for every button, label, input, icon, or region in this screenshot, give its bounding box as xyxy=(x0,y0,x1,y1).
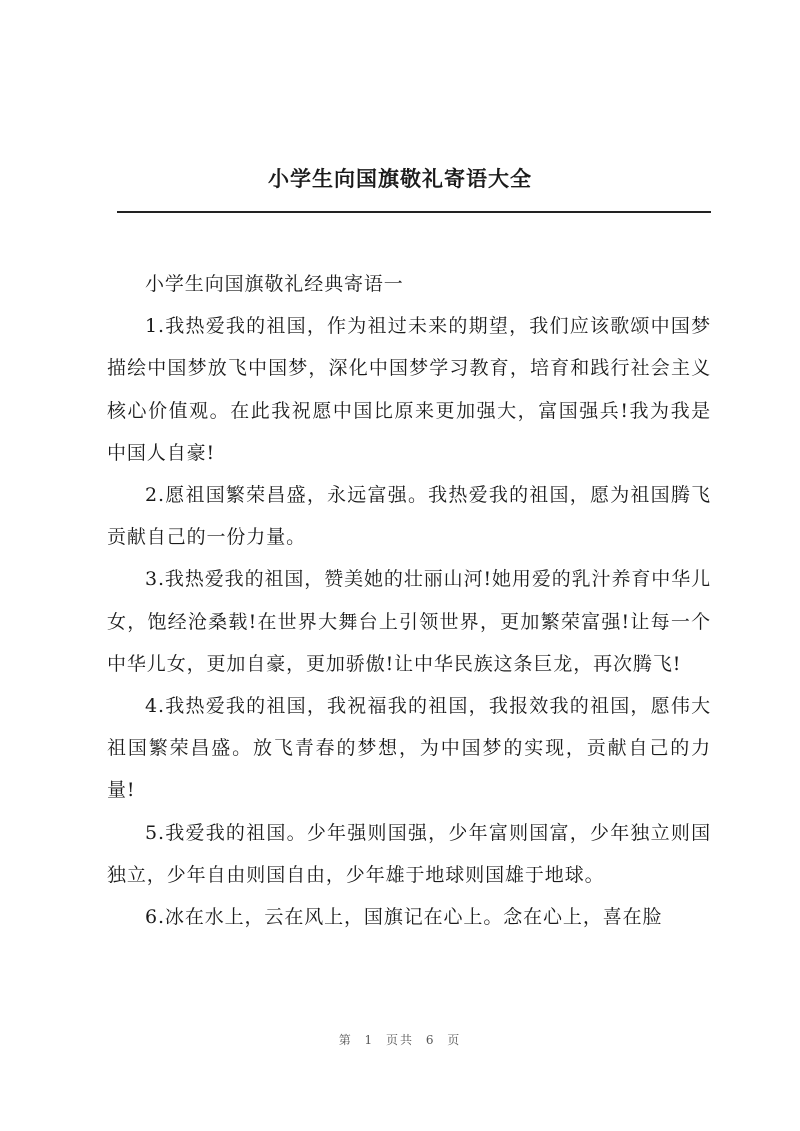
paragraph-3: 3.我热爱我的祖国，赞美她的壮丽山河!她用爱的乳汁养育中华儿女，饱经沧桑载!在世界大舞台上引领世界，更加繁荣富强!让每一个中华儿女，更加自豪，更加骄傲!让中华民族这条巨龙，再次腾飞! xyxy=(107,568,711,675)
document-title: 小学生向国旗敬礼寄语大全 xyxy=(268,166,532,191)
paragraph-6: 6.冰在水上，云在风上，国旗记在心上。念在心上，喜在脸 xyxy=(145,906,663,929)
title-divider xyxy=(117,211,711,213)
page-number-footer: 第 1 页共 6 页 xyxy=(338,1033,462,1047)
paragraph-4: 4.我热爱我的祖国，我祝福我的祖国，我报效我的祖国，愿伟大祖国繁荣昌盛。放飞青春的梦想，为中国梦的实现，贡献自己的力量! xyxy=(107,695,711,802)
paragraph-1: 1.我热爱我的祖国，作为祖过未来的期望，我们应该歌颂中国梦描绘中国梦放飞中国梦，深化中国梦学习教育，培育和践行社会主义核心价值观。在此我祝愿中国比原来更加强大，富国强兵!我为我是中国人自豪! xyxy=(107,315,711,464)
paragraph-5: 5.我爱我的祖国。少年强则国强，少年富则国富，少年独立则国独立，少年自由则国自由，少年雄于地球则国雄于地球。 xyxy=(107,821,711,886)
section-subheading: 小学生向国旗敬礼经典寄语一 xyxy=(145,273,404,295)
document-body xyxy=(107,263,711,938)
paragraph-2: 2.愿祖国繁荣昌盛，永远富强。我热爱我的祖国，愿为祖国腾飞贡献自己的一份力量。 xyxy=(107,484,711,549)
